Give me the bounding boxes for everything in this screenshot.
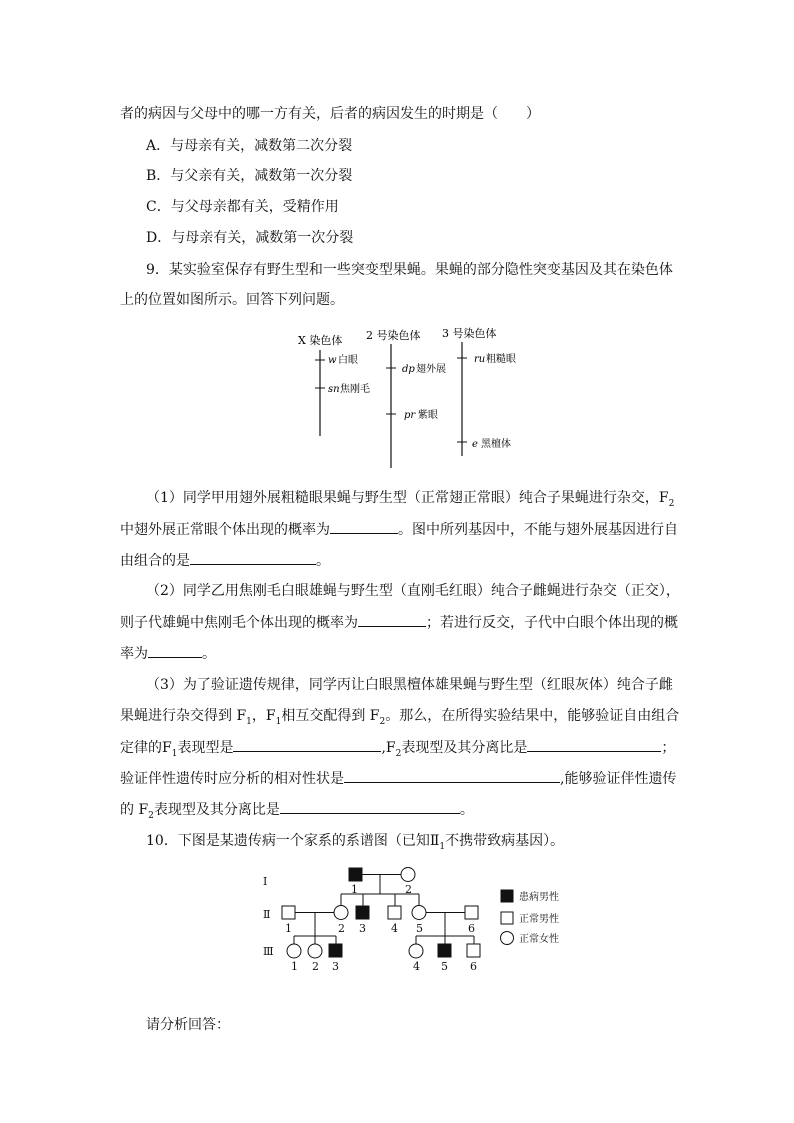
answer-blank[interactable] xyxy=(148,643,202,658)
affected-male-III3 xyxy=(329,944,342,957)
gene-symbol: sn xyxy=(328,384,340,395)
chromosome-3-title: 3 号染色体 xyxy=(442,327,497,340)
answer-blank[interactable] xyxy=(233,737,381,752)
q9-part3-line2: 果蝇进行杂交得到 $F_1$，$F_1$相互交配得到 $F_2$。那么，在所得实验结果中，能够验证自由组合 xyxy=(120,708,680,727)
gene-symbol: w xyxy=(328,355,337,366)
q9-part1-line3: 由组合的是 。 xyxy=(120,550,330,571)
legend-affected-male-symbol xyxy=(501,890,513,902)
svg-text:6: 6 xyxy=(468,922,475,935)
svg-text:2: 2 xyxy=(338,922,345,935)
svg-text:2: 2 xyxy=(405,883,412,896)
legend-normal-female: 正常女性 xyxy=(519,934,559,945)
q9-part2-line3: 率为 。 xyxy=(120,643,216,664)
q8-option-b: B．与父亲有关，减数第一次分裂 xyxy=(146,168,353,184)
gene-name: 白眼 xyxy=(338,355,358,366)
q10-prompt: 请分析回答： xyxy=(146,1017,230,1033)
gene-name: 粗糙眼 xyxy=(486,354,516,365)
generation-label-II: Ⅱ xyxy=(263,908,271,921)
q9-part3-line5: 的 $F_2$表现型及其分离比是 。 xyxy=(120,799,474,826)
q10-stem: 10．下图是某遗传病一个家系的系谱图（已知$Ⅱ_1$不携带致病基因）。 xyxy=(146,833,565,852)
svg-text:1: 1 xyxy=(285,922,292,935)
gene-symbol: ru xyxy=(474,354,486,365)
q9-part3-line3: 定律的$F_1$表现型是 $,F_2$表现型及其分离比是 ； xyxy=(120,737,675,764)
gene-symbol: e xyxy=(472,439,478,450)
svg-text:5: 5 xyxy=(441,960,448,973)
gene-name: 紫眼 xyxy=(418,410,438,421)
gene-name: 翅外展 xyxy=(416,364,446,375)
answer-blank[interactable] xyxy=(280,799,460,814)
normal-female-III4 xyxy=(409,944,423,958)
chromosome-2-title: 2 号染色体 xyxy=(366,329,421,342)
q8-option-c: C．与父母亲都有关，受精作用 xyxy=(146,199,339,215)
chromosome-x-title: X 染色体 xyxy=(298,334,343,347)
chromosome-diagram xyxy=(290,322,540,472)
svg-text:4: 4 xyxy=(391,922,398,935)
pedigree-chart xyxy=(255,860,575,980)
svg-text:5: 5 xyxy=(416,922,423,935)
q8-option-d: D．与母亲有关，减数第一次分裂 xyxy=(146,230,354,246)
legend-normal-male-symbol xyxy=(501,912,513,924)
normal-male-II4 xyxy=(388,906,401,919)
answer-blank[interactable] xyxy=(330,519,398,534)
q9-part1-line2: 中翅外展正常眼个体出现的概率为 。图中所列基因中，不能与翅外展基因进行自 xyxy=(120,519,678,540)
gene-name: 焦刚毛 xyxy=(340,384,370,395)
svg-text:1: 1 xyxy=(291,960,298,973)
gene-symbol: dp xyxy=(402,364,415,375)
q8-stem-tail: 者的病因与父母中的哪一方有关，后者的病因发生的时期是（ ） xyxy=(120,106,540,122)
svg-text:6: 6 xyxy=(470,960,477,973)
legend-normal-female-symbol xyxy=(501,932,514,945)
legend-affected-male: 患病男性 xyxy=(519,892,559,903)
q9-stem-line2: 上的位置如图所示。回答下列问题。 xyxy=(120,292,344,308)
gene-symbol: pr xyxy=(404,410,416,421)
q9-part2-line2: 则子代雄蝇中焦刚毛个体出现的概率为 ；若进行反交，子代中白眼个体出现的概 xyxy=(120,612,678,633)
normal-female-II2 xyxy=(334,906,348,920)
legend-normal-male: 正常男性 xyxy=(519,914,559,925)
svg-text:3: 3 xyxy=(359,922,366,935)
gene-name: 黑檀体 xyxy=(481,439,511,450)
answer-blank[interactable] xyxy=(527,737,661,752)
normal-male-II6 xyxy=(465,906,478,919)
q9-part3-line4: 验证伴性遗传时应分析的相对性状是 ,能够验证伴性遗传 xyxy=(120,768,676,789)
answer-blank[interactable] xyxy=(344,768,560,783)
affected-male-II3 xyxy=(356,906,369,919)
normal-male-II1 xyxy=(282,906,295,919)
svg-text:1: 1 xyxy=(351,883,358,896)
normal-female-III2 xyxy=(308,944,322,958)
affected-male-I1 xyxy=(349,868,362,881)
svg-text:4: 4 xyxy=(413,960,420,973)
q9-stem-line1: 9．某实验室保存有野生型和一些突变型果蝇。果蝇的部分隐性突变基因及其在染色体 xyxy=(146,262,673,278)
affected-male-III5 xyxy=(438,944,451,957)
svg-text:3: 3 xyxy=(332,960,339,973)
normal-female-III1 xyxy=(287,944,301,958)
normal-female-I2 xyxy=(401,868,415,882)
normal-male-III6 xyxy=(467,944,480,957)
q9-part1-line1: （1）同学甲用翅外展粗糙眼果蝇与野生型（正常翅正常眼）纯合子果蝇进行杂交，$F_2$ xyxy=(146,490,675,509)
generation-label-I: Ⅰ xyxy=(263,875,268,888)
normal-female-II5 xyxy=(412,906,426,920)
generation-label-III: Ⅲ xyxy=(263,945,274,958)
answer-blank[interactable] xyxy=(358,612,426,627)
answer-blank[interactable] xyxy=(190,550,316,565)
q9-part2-line1: （2）同学乙用焦刚毛白眼雄蝇与野生型（直刚毛红眼）纯合子雌蝇进行杂交（正交）， xyxy=(146,583,680,599)
svg-text:2: 2 xyxy=(312,960,319,973)
q8-option-a: A．与母亲有关，减数第二次分裂 xyxy=(146,138,353,154)
q9-part3-line1: （3）为了验证遗传规律，同学丙让白眼黑檀体雄果蝇与野生型（红眼灰体）纯合子雌 xyxy=(146,677,673,693)
